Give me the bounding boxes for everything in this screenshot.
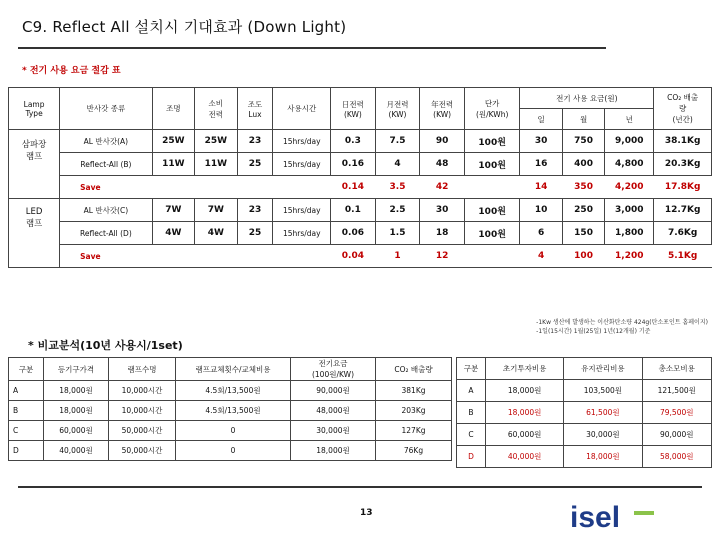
- cell-price: 100원: [464, 130, 520, 153]
- electricity-fee-table: [8, 87, 712, 268]
- header-cell: CO₂ 배출량: [376, 358, 452, 381]
- cell-price: 100원: [464, 199, 520, 222]
- cell: 203Kg: [376, 401, 452, 421]
- group-label: 삼파장 램프: [9, 130, 60, 199]
- footer-divider: [18, 486, 702, 488]
- cell-year: 48: [420, 153, 465, 176]
- cell-day: 0.16: [331, 153, 376, 176]
- cell-month: 7.5: [375, 130, 420, 153]
- footnote: [536, 318, 708, 336]
- cell-fee-month: 150: [562, 222, 604, 245]
- section-heading-comparison: * 비교분석(10년 사용시/1set): [28, 339, 183, 352]
- save-fee-day: 4: [520, 245, 562, 268]
- header-fee-year: 년: [605, 109, 654, 130]
- save-row: [9, 245, 712, 268]
- cell-hours: 15hrs/day: [273, 222, 331, 245]
- cell-month: 4: [375, 153, 420, 176]
- cell: 40,000원: [486, 446, 564, 468]
- cell: C: [9, 421, 44, 441]
- table-header-row: [457, 358, 712, 380]
- cell-lux: 25: [237, 222, 273, 245]
- cell: B: [9, 401, 44, 421]
- cell-day: 0.3: [331, 130, 376, 153]
- save-day: 0.14: [331, 176, 376, 199]
- cell: 18,000원: [486, 402, 564, 424]
- cell: 50,000시간: [109, 421, 176, 441]
- cell: 76Kg: [376, 441, 452, 461]
- comparison-table: [8, 357, 452, 461]
- cell-power: 25W: [195, 130, 237, 153]
- save-fee-day: 14: [520, 176, 562, 199]
- header-month-power: 月전력 (KW): [375, 88, 420, 130]
- save-empty: [464, 176, 520, 199]
- cell-lux: 25: [237, 153, 273, 176]
- cell-power: 7W: [195, 199, 237, 222]
- row-name: Reflect-All (B): [60, 153, 153, 176]
- table-row: [457, 380, 712, 402]
- table-row: [9, 222, 712, 245]
- header-day-power: 日전력 (KW): [331, 88, 376, 130]
- table-row: [9, 153, 712, 176]
- cell: 48,000원: [291, 401, 376, 421]
- table-row: [457, 446, 712, 468]
- title-divider: [18, 47, 606, 49]
- cell-fee-day: 16: [520, 153, 562, 176]
- cell: 30,000원: [291, 421, 376, 441]
- save-label: Save: [60, 245, 331, 268]
- header-cell: 구분: [9, 358, 44, 381]
- row-name: Reflect-All (D): [60, 222, 153, 245]
- cell: 4.5회/13,500원: [176, 401, 291, 421]
- cell-lux: 23: [237, 199, 273, 222]
- cell-fee-year: 1,800: [605, 222, 654, 245]
- save-month: 3.5: [375, 176, 420, 199]
- cell-illum: 25W: [152, 130, 194, 153]
- cell: 90,000원: [642, 424, 712, 446]
- cell-fee-year: 4,800: [605, 153, 654, 176]
- cell-power: 11W: [195, 153, 237, 176]
- save-row: [9, 176, 712, 199]
- header-cell: 램프수명: [109, 358, 176, 381]
- header-cell: 유지관리비용: [564, 358, 642, 380]
- save-label: Save: [60, 176, 331, 199]
- cell: 58,000원: [642, 446, 712, 468]
- cell-fee-day: 30: [520, 130, 562, 153]
- cell: 60,000원: [486, 424, 564, 446]
- cell-price: 100원: [464, 153, 520, 176]
- page-title: C9. Reflect All 설치시 기대효과 (Down Light): [22, 18, 347, 36]
- cell: 18,000원: [291, 441, 376, 461]
- cell-co2: 7.6Kg: [654, 222, 712, 245]
- header-cell: 총소모비용: [642, 358, 712, 380]
- table-row: [9, 401, 452, 421]
- cell-illum: 7W: [152, 199, 194, 222]
- table-row: [9, 441, 452, 461]
- table-row: [457, 402, 712, 424]
- header-unit-price: 단가 (원/KWh): [464, 88, 520, 130]
- cell: 90,000원: [291, 381, 376, 401]
- save-fee-year: 1,200: [605, 245, 654, 268]
- header-cell: 램프교체횟수/교체비용: [176, 358, 291, 381]
- cell-co2: 20.3Kg: [654, 153, 712, 176]
- cell-fee-year: 9,000: [605, 130, 654, 153]
- page-number: 13: [360, 508, 373, 518]
- logo-accent: [634, 511, 654, 515]
- cell: 50,000시간: [109, 441, 176, 461]
- cell: 103,500원: [564, 380, 642, 402]
- group-label: LED 램프: [9, 199, 60, 268]
- cell-co2: 38.1Kg: [654, 130, 712, 153]
- save-co2: 5.1Kg: [654, 245, 712, 268]
- save-month: 1: [375, 245, 420, 268]
- cell-hours: 15hrs/day: [273, 199, 331, 222]
- cell-illum: 11W: [152, 153, 194, 176]
- cell-power: 4W: [195, 222, 237, 245]
- cell-year: 90: [420, 130, 465, 153]
- cell-fee-day: 10: [520, 199, 562, 222]
- table-row: [9, 199, 712, 222]
- save-fee-year: 4,200: [605, 176, 654, 199]
- table-row: [9, 381, 452, 401]
- save-fee-month: 100: [562, 245, 604, 268]
- cell-price: 100원: [464, 222, 520, 245]
- save-empty: [464, 245, 520, 268]
- footnote-line: -1일(15시간) 1월(25일) 1년(12개월) 기준: [536, 328, 651, 335]
- cell-hours: 15hrs/day: [273, 153, 331, 176]
- cell-co2: 12.7Kg: [654, 199, 712, 222]
- cell: 10,000시간: [109, 401, 176, 421]
- cell: A: [9, 381, 44, 401]
- cell-year: 18: [420, 222, 465, 245]
- cell-fee-month: 400: [562, 153, 604, 176]
- cell: 30,000원: [564, 424, 642, 446]
- cell-year: 30: [420, 199, 465, 222]
- header-year-power: 年전력 (KW): [420, 88, 465, 130]
- cell: D: [9, 441, 44, 461]
- logo-text: isel: [570, 501, 621, 531]
- save-fee-month: 350: [562, 176, 604, 199]
- cell: 18,000원: [44, 401, 109, 421]
- isel-logo: [570, 497, 710, 531]
- cell: 18,000원: [564, 446, 642, 468]
- header-fee-day: 일: [520, 109, 562, 130]
- cost-summary-table: [456, 357, 712, 468]
- cell-fee-month: 750: [562, 130, 604, 153]
- header-reflector: 반사갓 종류: [60, 88, 153, 130]
- cell: 4.5회/13,500원: [176, 381, 291, 401]
- table-row: [9, 130, 712, 153]
- cell-illum: 4W: [152, 222, 194, 245]
- cell: 381Kg: [376, 381, 452, 401]
- save-day: 0.04: [331, 245, 376, 268]
- header-cell: 등기구가격: [44, 358, 109, 381]
- cell: 10,000시간: [109, 381, 176, 401]
- header-co2: CO₂ 배출 량 (년간): [654, 88, 712, 130]
- cell-fee-month: 250: [562, 199, 604, 222]
- cell: 127Kg: [376, 421, 452, 441]
- footnote-line: -1Kw 생산에 발생하는 이산화탄소량 424g(탄소포인트 홈페이지): [536, 319, 708, 326]
- cell-month: 1.5: [375, 222, 420, 245]
- header-cell: 구분: [457, 358, 486, 380]
- row-name: AL 반사갓(A): [60, 130, 153, 153]
- save-year: 42: [420, 176, 465, 199]
- cell: 18,000원: [44, 381, 109, 401]
- cell: 61,500원: [564, 402, 642, 424]
- header-fee-month: 월: [562, 109, 604, 130]
- cell: 40,000원: [44, 441, 109, 461]
- cell: 18,000원: [486, 380, 564, 402]
- row-name: AL 반사갓(C): [60, 199, 153, 222]
- cell-hours: 15hrs/day: [273, 130, 331, 153]
- save-co2: 17.8Kg: [654, 176, 712, 199]
- header-cell: 초기투자비용: [486, 358, 564, 380]
- header-lux: 조도 Lux: [237, 88, 273, 130]
- cell: C: [457, 424, 486, 446]
- header-power: 소비 전력: [195, 88, 237, 130]
- cell-fee-day: 6: [520, 222, 562, 245]
- header-hours: 사용시간: [273, 88, 331, 130]
- cell: 60,000원: [44, 421, 109, 441]
- table-row: [457, 424, 712, 446]
- cell-lux: 23: [237, 130, 273, 153]
- save-year: 12: [420, 245, 465, 268]
- cell: 121,500원: [642, 380, 712, 402]
- cell: D: [457, 446, 486, 468]
- cell: B: [457, 402, 486, 424]
- cell: 0: [176, 441, 291, 461]
- header-lamp-type: Lamp Type: [9, 88, 60, 130]
- cell: 79,500원: [642, 402, 712, 424]
- cell-day: 0.1: [331, 199, 376, 222]
- cell-day: 0.06: [331, 222, 376, 245]
- cell: A: [457, 380, 486, 402]
- table-row: [9, 421, 452, 441]
- cell: 0: [176, 421, 291, 441]
- header-cell: 전기요금 (100원/KW): [291, 358, 376, 381]
- section-heading-fee: * 전기 사용 요금 절감 표: [22, 66, 121, 76]
- table-header-row: [9, 358, 452, 381]
- header-illum: 조명: [152, 88, 194, 130]
- cell-month: 2.5: [375, 199, 420, 222]
- header-fee-group: 전기 사용 요금(원): [520, 88, 654, 109]
- cell-fee-year: 3,000: [605, 199, 654, 222]
